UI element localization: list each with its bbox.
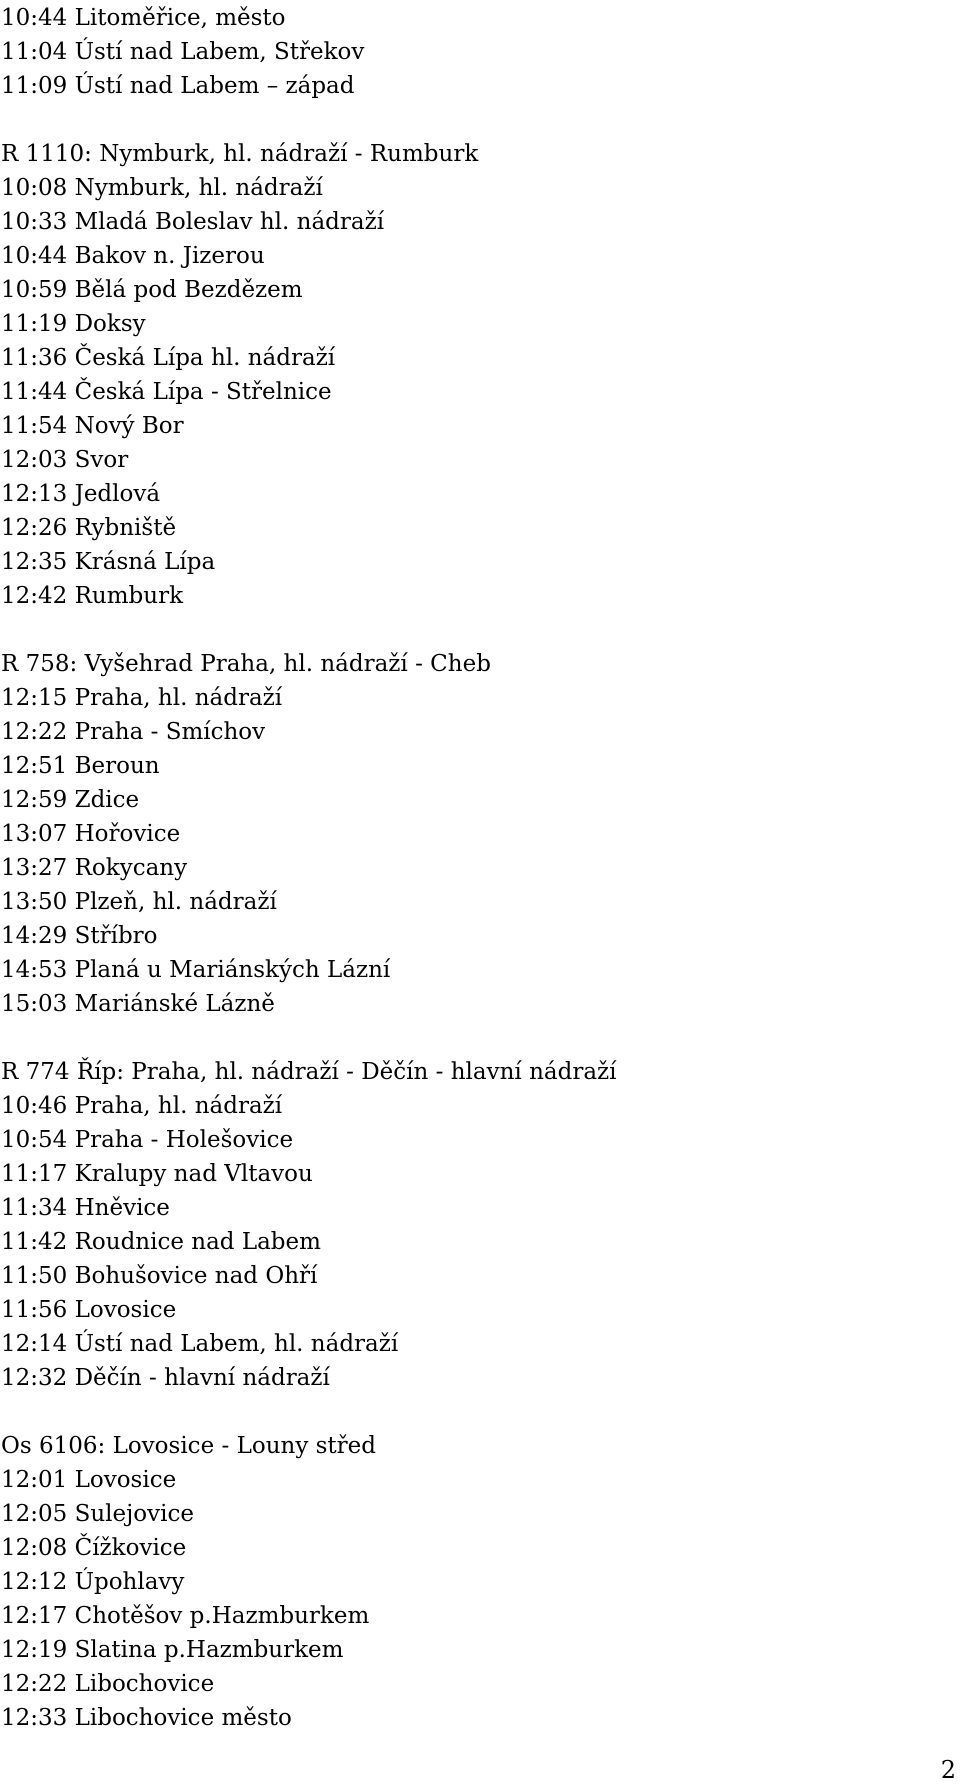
stop-line: 12:35 Krásná Lípa <box>1 549 216 575</box>
stop-line: 11:09 Ústí nad Labem – západ <box>1 73 355 99</box>
train-section <box>1 1055 941 1395</box>
stop-line: 11:54 Nový Bor <box>1 413 184 439</box>
stop-line: 11:36 Česká Lípa hl. nádraží <box>1 345 336 371</box>
stop-line: 10:08 Nymburk, hl. nádraží <box>1 175 323 201</box>
section-gap <box>1 1021 941 1055</box>
stop-line: 12:13 Jedlová <box>1 481 161 507</box>
stop-line: 12:22 Libochovice <box>1 1671 215 1697</box>
timetable-content <box>1 1 941 1735</box>
stop-line: 12:32 Děčín - hlavní nádraží <box>1 1365 330 1391</box>
train-header: R 758: Vyšehrad Praha, hl. nádraží - Cheb <box>1 651 491 677</box>
stop-line: 11:19 Doksy <box>1 311 146 337</box>
train-section <box>1 647 941 1021</box>
stop-line: 12:12 Úpohlavy <box>1 1569 185 1595</box>
page-number: 2 <box>940 1756 956 1784</box>
stop-line: 12:19 Slatina p.Hazmburkem <box>1 1637 344 1663</box>
stop-line: 10:54 Praha - Holešovice <box>1 1127 294 1153</box>
section-gap <box>1 613 941 647</box>
stop-line: 11:44 Česká Lípa - Střelnice <box>1 379 332 405</box>
stop-line: 11:17 Kralupy nad Vltavou <box>1 1161 313 1187</box>
train-section <box>1 137 941 613</box>
stop-line: 11:42 Roudnice nad Labem <box>1 1229 321 1255</box>
stop-line: 13:50 Plzeň, hl. nádraží <box>1 889 277 915</box>
train-header: R 774 Říp: Praha, hl. nádraží - Děčín - hlavní nádraží <box>1 1059 617 1085</box>
section-gap <box>1 103 941 137</box>
stop-line: 12:17 Chotěšov p.Hazmburkem <box>1 1603 370 1629</box>
train-section <box>1 1429 941 1735</box>
stop-line: 15:03 Mariánské Lázně <box>1 991 275 1017</box>
stop-line: 11:34 Hněvice <box>1 1195 170 1221</box>
stop-line: 14:29 Stříbro <box>1 923 158 949</box>
stop-line: 10:33 Mladá Boleslav hl. nádraží <box>1 209 385 235</box>
stop-line: 12:33 Libochovice město <box>1 1705 292 1731</box>
stop-line: 10:44 Litoměřice, město <box>1 5 286 31</box>
stop-line: 10:44 Bakov n. Jizerou <box>1 243 265 269</box>
stop-line: 11:04 Ústí nad Labem, Střekov <box>1 39 365 65</box>
stop-line: 11:50 Bohušovice nad Ohří <box>1 1263 318 1289</box>
stop-line: 12:01 Lovosice <box>1 1467 177 1493</box>
train-section <box>1 1 941 103</box>
stop-line: 12:26 Rybniště <box>1 515 177 541</box>
train-header: R 1110: Nymburk, hl. nádraží - Rumburk <box>1 141 479 167</box>
stop-line: 14:53 Planá u Mariánských Lázní <box>1 957 391 983</box>
stop-line: 12:14 Ústí nad Labem, hl. nádraží <box>1 1331 399 1357</box>
stop-line: 13:27 Rokycany <box>1 855 188 881</box>
section-gap <box>1 1395 941 1429</box>
train-header: Os 6106: Lovosice - Louny střed <box>1 1433 376 1459</box>
stop-line: 12:42 Rumburk <box>1 583 184 609</box>
stop-line: 12:22 Praha - Smíchov <box>1 719 266 745</box>
stop-line: 11:56 Lovosice <box>1 1297 177 1323</box>
stop-line: 13:07 Hořovice <box>1 821 181 847</box>
stop-line: 10:59 Bělá pod Bezdězem <box>1 277 303 303</box>
stop-line: 12:03 Svor <box>1 447 129 473</box>
stop-line: 10:46 Praha, hl. nádraží <box>1 1093 283 1119</box>
stop-line: 12:05 Sulejovice <box>1 1501 194 1527</box>
stop-line: 12:08 Čížkovice <box>1 1535 187 1561</box>
stop-line: 12:59 Zdice <box>1 787 140 813</box>
stop-line: 12:15 Praha, hl. nádraží <box>1 685 283 711</box>
stop-line: 12:51 Beroun <box>1 753 160 779</box>
